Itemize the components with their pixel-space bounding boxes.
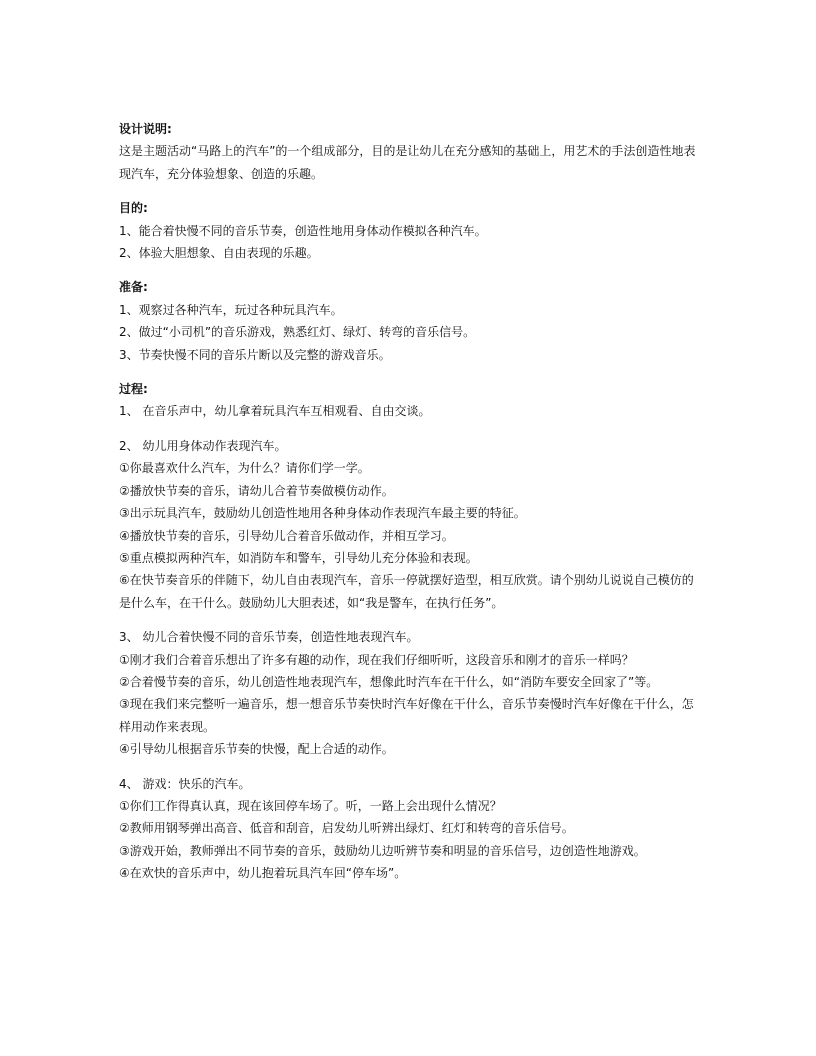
step-4-item: ④在欢快的音乐声中，幼儿抱着玩具汽车回“停车场”。: [119, 866, 407, 881]
process-step-4-title: 4、 游戏：快乐的汽车。: [119, 776, 251, 791]
goals-heading: 目的:: [119, 201, 148, 216]
step-4-item: ①你们工作得真认真，现在该回停车场了。听，一路上会出现什么情况？: [119, 798, 502, 813]
step-3-item: ④引导幼儿根据音乐节奏的快慢，配上合适的动作。: [119, 742, 394, 757]
design-text: 这是主题活动“马路上的汽车”的一个组成部分，目的是让幼儿在充分感知的基础上，用艺术的手法创造性地表现汽车，充分体验想象、创造的乐趣。: [119, 144, 696, 181]
process-step-3-title: 3、 幼儿合着快慢不同的音乐节奏，创造性地表现汽车。: [119, 630, 419, 645]
prep-item: 1、观察过各种汽车，玩过各种玩具汽车。: [119, 302, 343, 317]
step-3-item: ①刚才我们合着音乐想出了许多有趣的动作，现在我们仔细听听，这段音乐和刚才的音乐一样吗？: [119, 652, 634, 667]
goal-item: 2、体验大胆想象、自由表现的乐趣。: [119, 246, 319, 261]
step-2-item: ③出示玩具汽车，鼓励幼儿创造性地用各种身体动作表现汽车最主要的特征。: [119, 506, 526, 521]
step-2-item: ⑥在快节奏音乐的伴随下，幼儿自由表现汽车，音乐一停就摆好造型，相互欣赏。请个别幼儿说说自己模仿的是什么车，在干什么。鼓励幼儿大胆表述，如“我是警车，在执行任务”。: [119, 573, 694, 610]
process-step-2-title: 2、 幼儿用身体动作表现汽车。: [119, 438, 287, 453]
document-body: [119, 118, 704, 885]
step-4-item: ③游戏开始，教师弹出不同节奏的音乐，鼓励幼儿边听辨节奏和明显的音乐信号，边创造性地游戏。: [119, 843, 646, 858]
step-2-item: ⑤重点模拟两种汽车，如消防车和警车，引导幼儿充分体验和表现。: [119, 550, 478, 565]
step-3-item: ③现在我们来完整听一遍音乐，想一想音乐节奏快时汽车好像在干什么，音乐节奏慢时汽车好像在干什么，怎样用动作来表现。: [119, 697, 694, 734]
step-4-item: ②教师用钢琴弹出高音、低音和刮音，启发幼儿听辨出绿灯、红灯和转弯的音乐信号。: [119, 821, 574, 836]
process-heading: 过程:: [119, 382, 148, 397]
goal-item: 1、能合着快慢不同的音乐节奏，创造性地用身体动作模拟各种汽车。: [119, 223, 487, 238]
prep-item: 2、做过“小司机”的音乐游戏，熟悉红灯、绿灯、转弯的音乐信号。: [119, 325, 476, 340]
prep-heading: 准备:: [119, 280, 148, 295]
process-step-1: 1、 在音乐声中，幼儿拿着玩具汽车互相观看、自由交谈。: [119, 404, 431, 419]
step-2-item: ①你最喜欢什么汽车，为什么？请你们学一学。: [119, 461, 370, 476]
design-heading: 设计说明:: [119, 122, 172, 136]
step-2-item: ④播放快节奏的音乐，引导幼儿合着音乐做动作，并相互学习。: [119, 528, 454, 543]
prep-item: 3、节奏快慢不同的音乐片断以及完整的游戏音乐。: [119, 347, 391, 362]
step-2-item: ②播放快节奏的音乐，请幼儿合着节奏做模仿动作。: [119, 483, 394, 498]
step-3-item: ②合着慢节奏的音乐，幼儿创造性地表现汽车，想像此时汽车在干什么，如“消防车要安全回家了”等。: [119, 674, 659, 689]
